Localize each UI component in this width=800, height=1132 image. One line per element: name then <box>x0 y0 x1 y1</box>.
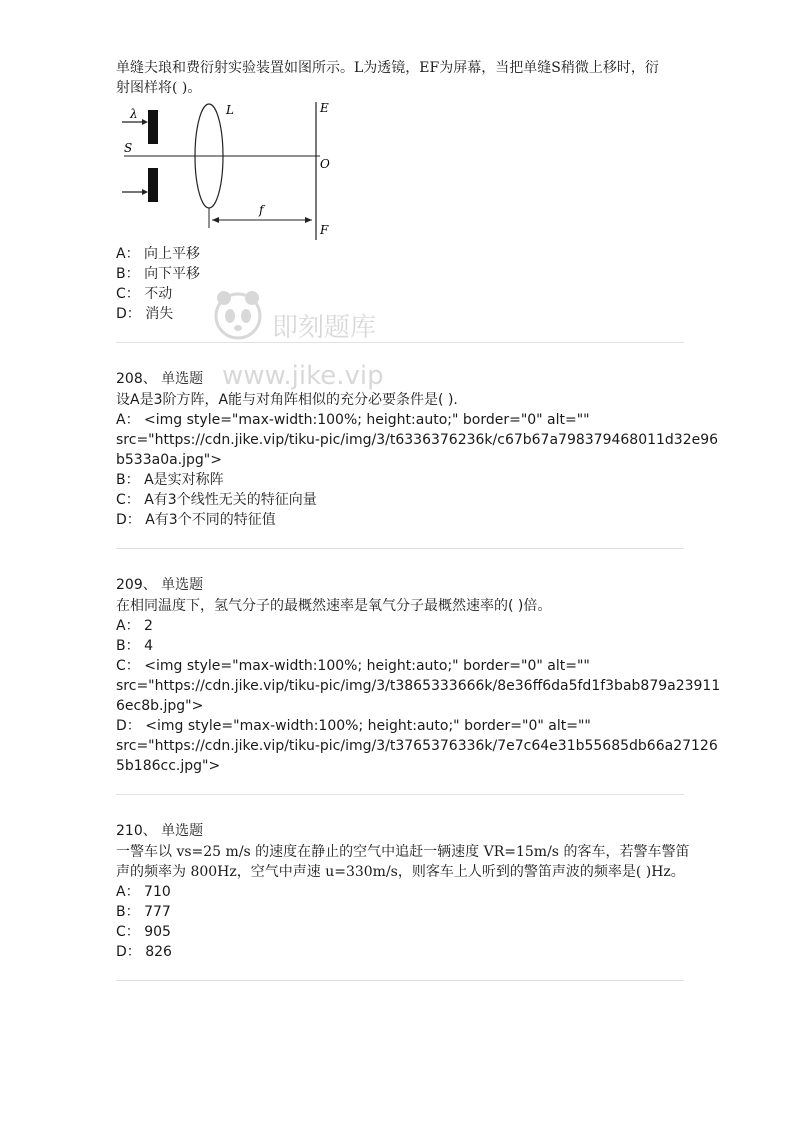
question-page <box>116 58 721 981</box>
option-text: <img style="max-width:100%; height:auto;" border="0" alt="" <box>145 718 591 734</box>
label-lambda: λ <box>130 107 138 121</box>
label-L: L <box>226 103 234 117</box>
question-stem: 在相同温度下，氢气分子的最概然速率是氧气分子最概然速率的( )倍。 <box>116 598 552 614</box>
option-text: <img style="max-width:100%; height:auto;" border="0" alt="" <box>144 412 590 428</box>
watermark-brand: 即刻题库 <box>272 313 377 343</box>
option-text: A是实对称阵 <box>144 472 224 488</box>
question-210 <box>116 821 690 962</box>
option-c[interactable] <box>116 656 686 676</box>
label-F: F <box>320 223 329 237</box>
focal-arrow-right-icon <box>305 217 312 223</box>
option-text: <img style="max-width:100%; height:auto;" border="0" alt="" <box>144 658 590 674</box>
option-key: D： <box>116 718 141 734</box>
option-b[interactable] <box>116 470 686 490</box>
question-divider <box>116 342 684 343</box>
question-number: 208、 单选题 <box>116 371 204 387</box>
option-c[interactable] <box>116 284 686 304</box>
option-key: C： <box>116 658 140 674</box>
option-key: C： <box>116 492 140 508</box>
option-c[interactable] <box>116 922 686 942</box>
question-divider <box>116 794 684 795</box>
option-a-continuation-2: b533a0a.jpg"> <box>116 452 222 468</box>
option-key: B： <box>116 904 140 920</box>
option-c-continuation-2: 6ec8b.jpg"> <box>116 698 204 714</box>
option-text: 710 <box>144 884 171 900</box>
option-key: D： <box>116 512 141 528</box>
option-key: A： <box>116 618 140 634</box>
watermark-url: www.jike.vip <box>222 361 384 391</box>
slit-upper-bar <box>148 110 158 144</box>
arrow-head-lower-icon <box>142 189 148 195</box>
option-a-continuation-1: src="https://cdn.jike.vip/tiku-pic/img/3/t6336376236k/c67b67a798379468011d32e96 <box>116 432 719 448</box>
option-a[interactable] <box>116 616 686 636</box>
question-stem-line-1: 单缝夫琅和费衍射实验装置如图所示。L为透镜，EF为屏幕，当把单缝S稍微上移时，衍 <box>116 60 659 76</box>
option-text: 消失 <box>145 306 174 322</box>
option-key: D： <box>116 944 141 960</box>
option-d[interactable] <box>116 304 686 324</box>
option-text: A有3个不同的特征值 <box>145 512 276 528</box>
question-divider <box>116 980 684 981</box>
question-209 <box>116 575 721 776</box>
option-c-continuation-1: src="https://cdn.jike.vip/tiku-pic/img/3/t3865333666k/8e36ff6da5fd1f3bab879a23911 <box>116 678 721 694</box>
question-208 <box>116 369 719 530</box>
question-207 <box>116 58 686 324</box>
option-text: 905 <box>144 924 171 940</box>
option-text: 不动 <box>144 286 173 302</box>
option-d[interactable] <box>116 716 686 736</box>
option-text: 向上平移 <box>144 246 201 262</box>
question-number: 210、 单选题 <box>116 823 204 839</box>
option-text: 4 <box>144 638 153 654</box>
option-key: A： <box>116 884 140 900</box>
option-key: B： <box>116 638 140 654</box>
option-a[interactable] <box>116 410 686 430</box>
option-text: 向下平移 <box>144 266 201 282</box>
option-text: 2 <box>144 618 153 634</box>
question-stem-line-2: 射图样将( )。 <box>116 80 202 96</box>
option-b[interactable] <box>116 264 686 284</box>
option-b[interactable] <box>116 902 686 922</box>
question-stem: 设A是3阶方阵，A能与对角阵相似的充分必要条件是( ). <box>116 392 458 408</box>
question-divider <box>116 548 684 549</box>
option-text: 777 <box>144 904 171 920</box>
option-text: A有3个线性无关的特征向量 <box>144 492 317 508</box>
option-d[interactable] <box>116 510 686 530</box>
question-stem-line-2: 声的频率为 800Hz，空气中声速 u=330m/s，则客车上人听到的警笛声波的频率是( )Hz。 <box>116 864 685 880</box>
label-S: S <box>124 141 133 155</box>
slit-lower-bar <box>148 168 158 202</box>
option-d[interactable] <box>116 942 686 962</box>
focal-arrow-left-icon <box>212 217 219 223</box>
option-key: A： <box>116 246 140 262</box>
option-text: 826 <box>145 944 172 960</box>
option-d-continuation-1: src="https://cdn.jike.vip/tiku-pic/img/3/t3765376336k/7e7c64e31b55685db66a27126 <box>116 738 718 754</box>
option-a[interactable] <box>116 882 686 902</box>
option-key: C： <box>116 924 140 940</box>
option-b[interactable] <box>116 636 686 656</box>
option-d-continuation-2: 5b186cc.jpg"> <box>116 758 221 774</box>
diffraction-diagram <box>116 102 336 242</box>
question-number: 209、 单选题 <box>116 577 204 593</box>
option-key: B： <box>116 266 140 282</box>
option-c[interactable] <box>116 490 686 510</box>
option-key: C： <box>116 286 140 302</box>
option-key: D： <box>116 306 141 322</box>
arrow-head-upper-icon <box>142 119 148 125</box>
label-f: f <box>259 203 264 217</box>
label-E: E <box>320 102 329 115</box>
option-a[interactable] <box>116 244 686 264</box>
option-key: A： <box>116 412 140 428</box>
question-stem-line-1: 一警车以 vs=25 m/s 的速度在静止的空气中追赶一辆速度 VR=15m/s 的客车，若警车警笛 <box>116 844 690 860</box>
option-key: B： <box>116 472 140 488</box>
label-O: O <box>320 157 330 171</box>
